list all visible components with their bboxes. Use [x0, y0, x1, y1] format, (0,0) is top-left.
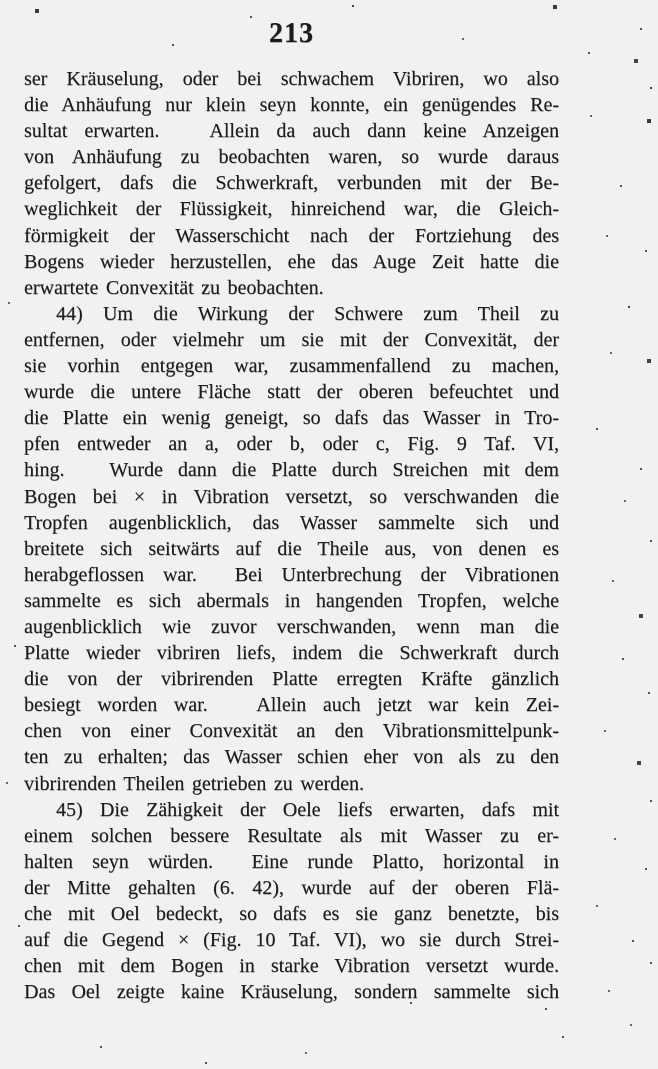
text-line: besiegt worden war. Allein auch jetzt war kein Zei-	[24, 694, 559, 717]
text-line: pfen entweder an a, oder b, oder c, Fig. 9 Taf. VI,	[24, 433, 559, 456]
text-line: chen mit dem Bogen in starke Vibration versetzt wurde.	[24, 955, 559, 978]
text-line: einem solchen bessere Resultate als mit Wasser zu er-	[24, 824, 559, 847]
text-line: Das Oel zeigte kaine Kräuselung, sondern sammelte sich	[24, 981, 559, 1004]
text-line: Bogens wieder herzustellen, ehe das Auge Zeit hatte die	[24, 250, 559, 273]
text-line: chen von einer Convexität an den Vibrationsmittelpunk-	[24, 720, 559, 743]
text-line: ten zu erhalten; das Wasser schien eher von als zu den	[24, 746, 559, 769]
page-number: 213	[269, 18, 314, 49]
text-line: förmigkeit der Wasserschicht nach der Fortziehung des	[24, 224, 559, 247]
text-line: augenblicklich wie zuvor verschwanden, wenn man die	[24, 615, 559, 638]
text-line: Bogen bei × in Vibration versetzt, so verschwanden die	[24, 485, 559, 508]
text-line: breitete sich seitwärts auf die Theile aus, von denen es	[24, 537, 559, 560]
text-line: sie vorhin entgegen war, zusammenfallend zu machen,	[24, 355, 559, 378]
text-line: ser Kräuselung, oder bei schwachem Vibriren, wo also	[24, 68, 559, 90]
text-line: entfernen, oder vielmehr um sie mit der Convexität, der	[24, 328, 559, 351]
scan-noise-specks	[0, 0, 2, 2]
text-line: halten seyn würden. Eine runde Platto, horizontal in	[24, 850, 559, 873]
text-line: gefolgert, dafs die Schwerkraft, verbunden mit der Be-	[24, 172, 559, 195]
text-line-paragraph-start: 45) Die Zähigkeit der Oele liefs erwarten, dafs mit	[56, 798, 559, 821]
text-line: die Anhäufung nur klein seyn konnte, ein genügendes Re-	[24, 94, 559, 117]
text-line-paragraph-end: erwartete Convexität zu beobachten.	[24, 276, 324, 299]
text-line: hing. Wurde dann die Platte durch Streichen mit dem	[24, 459, 559, 482]
text-line: sultat erwarten. Allein da auch dann keine Anzeigen	[24, 120, 559, 143]
text-line: sammelte es sich abermals in hangenden Tropfen, welche	[24, 589, 559, 612]
text-line: Tropfen augenblicklich, das Wasser sammelte sich und	[24, 511, 559, 534]
text-line: herabgeflossen war. Bei Unterbrechung der Vibrationen	[24, 563, 559, 586]
text-line: wurde die untere Fläche statt der oberen befeuchtet und	[24, 381, 559, 404]
text-line: Platte wieder vibriren liefs, indem die Schwerkraft durch	[24, 642, 559, 665]
text-line: die Platte ein wenig geneigt, so dafs das Wasser in Tro-	[24, 407, 559, 430]
text-line: von Anhäufung zu beobachten waren, so wurde daraus	[24, 146, 559, 169]
text-line: auf die Gegend × (Fig. 10 Taf. VI), wo sie durch Strei-	[24, 929, 559, 952]
text-line-paragraph-end: vibrirenden Theilen getrieben zu werden.	[24, 772, 365, 795]
text-line: die von der vibrirenden Platte erregten Kräfte gänzlich	[24, 668, 559, 691]
text-line-paragraph-start: 44) Um die Wirkung der Schwere zum Theil zu	[56, 302, 559, 325]
text-line: der Mitte gehalten (6. 42), wurde auf der oberen Flä-	[24, 876, 559, 899]
text-block	[24, 66, 559, 1005]
text-line: che mit Oel bedeckt, so dafs es sie ganz benetzte, bis	[24, 903, 559, 925]
text-line: weglichkeit der Flüssigkeit, hinreichend war, die Gleich-	[24, 198, 559, 221]
